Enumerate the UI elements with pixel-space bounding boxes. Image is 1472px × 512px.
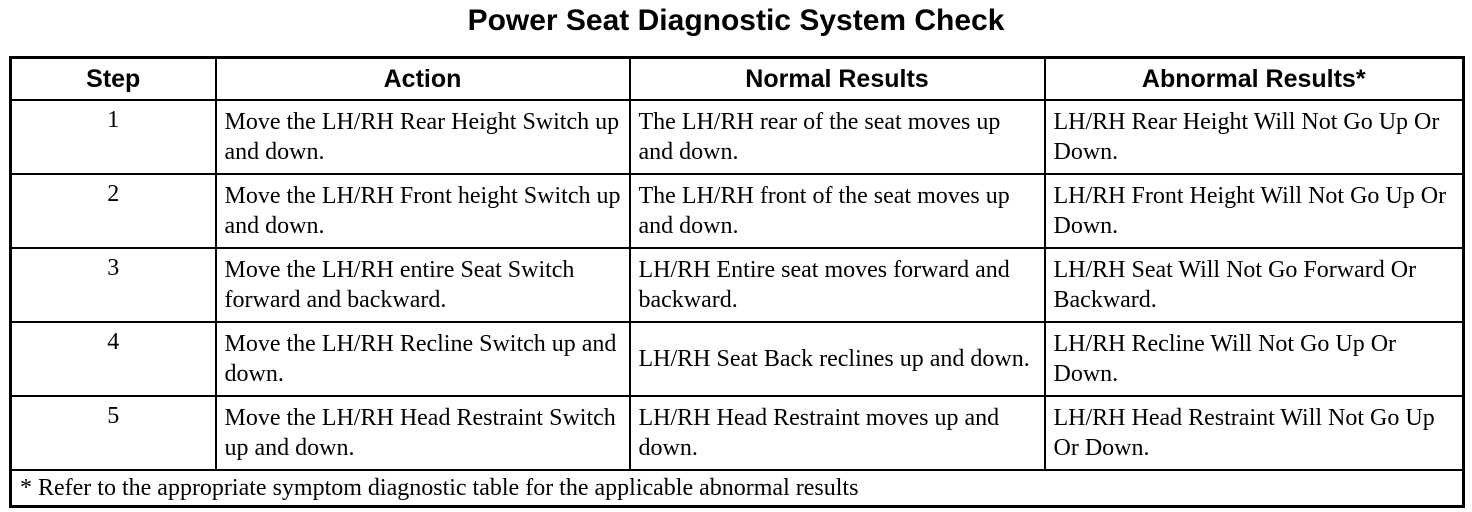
table-row bbox=[11, 248, 1464, 322]
table-row bbox=[11, 322, 1464, 396]
action-cell: Move the LH/RH Front height Switch up and down. bbox=[216, 174, 630, 248]
normal-result-cell: LH/RH Entire seat moves forward and backward. bbox=[630, 248, 1045, 322]
normal-result-cell: The LH/RH front of the seat moves up and down. bbox=[630, 174, 1045, 248]
abnormal-result-cell: LH/RH Seat Will Not Go Forward Or Backward. bbox=[1045, 248, 1464, 322]
footnote-row bbox=[11, 470, 1464, 507]
step-number: 4 bbox=[11, 322, 216, 396]
step-number: 5 bbox=[11, 396, 216, 470]
table-row bbox=[11, 396, 1464, 470]
normal-result-cell: LH/RH Head Restraint moves up and down. bbox=[630, 396, 1045, 470]
action-cell: Move the LH/RH entire Seat Switch forward and backward. bbox=[216, 248, 630, 322]
header-abnormal-results: Abnormal Results* bbox=[1045, 58, 1464, 101]
table-row bbox=[11, 174, 1464, 248]
step-number: 2 bbox=[11, 174, 216, 248]
normal-result-cell: LH/RH Seat Back reclines up and down. bbox=[630, 322, 1045, 396]
action-cell: Move the LH/RH Head Restraint Switch up and down. bbox=[216, 396, 630, 470]
step-number: 3 bbox=[11, 248, 216, 322]
abnormal-result-cell: LH/RH Recline Will Not Go Up Or Down. bbox=[1045, 322, 1464, 396]
header-action: Action bbox=[216, 58, 630, 101]
step-number: 1 bbox=[11, 100, 216, 174]
header-row bbox=[11, 58, 1464, 101]
header-step: Step bbox=[11, 58, 216, 101]
footnote: * Refer to the appropriate symptom diagnostic table for the applicable abnormal results bbox=[11, 470, 1464, 507]
diagnostic-table bbox=[9, 56, 1465, 508]
action-cell: Move the LH/RH Recline Switch up and down. bbox=[216, 322, 630, 396]
header-normal-results: Normal Results bbox=[630, 58, 1045, 101]
abnormal-result-cell: LH/RH Front Height Will Not Go Up Or Down. bbox=[1045, 174, 1464, 248]
normal-result-cell: The LH/RH rear of the seat moves up and down. bbox=[630, 100, 1045, 174]
action-cell: Move the LH/RH Rear Height Switch up and down. bbox=[216, 100, 630, 174]
page-title: Power Seat Diagnostic System Check bbox=[467, 4, 1005, 37]
table-row bbox=[11, 100, 1464, 174]
abnormal-result-cell: LH/RH Rear Height Will Not Go Up Or Down. bbox=[1045, 100, 1464, 174]
abnormal-result-cell: LH/RH Head Restraint Will Not Go Up Or Down. bbox=[1045, 396, 1464, 470]
